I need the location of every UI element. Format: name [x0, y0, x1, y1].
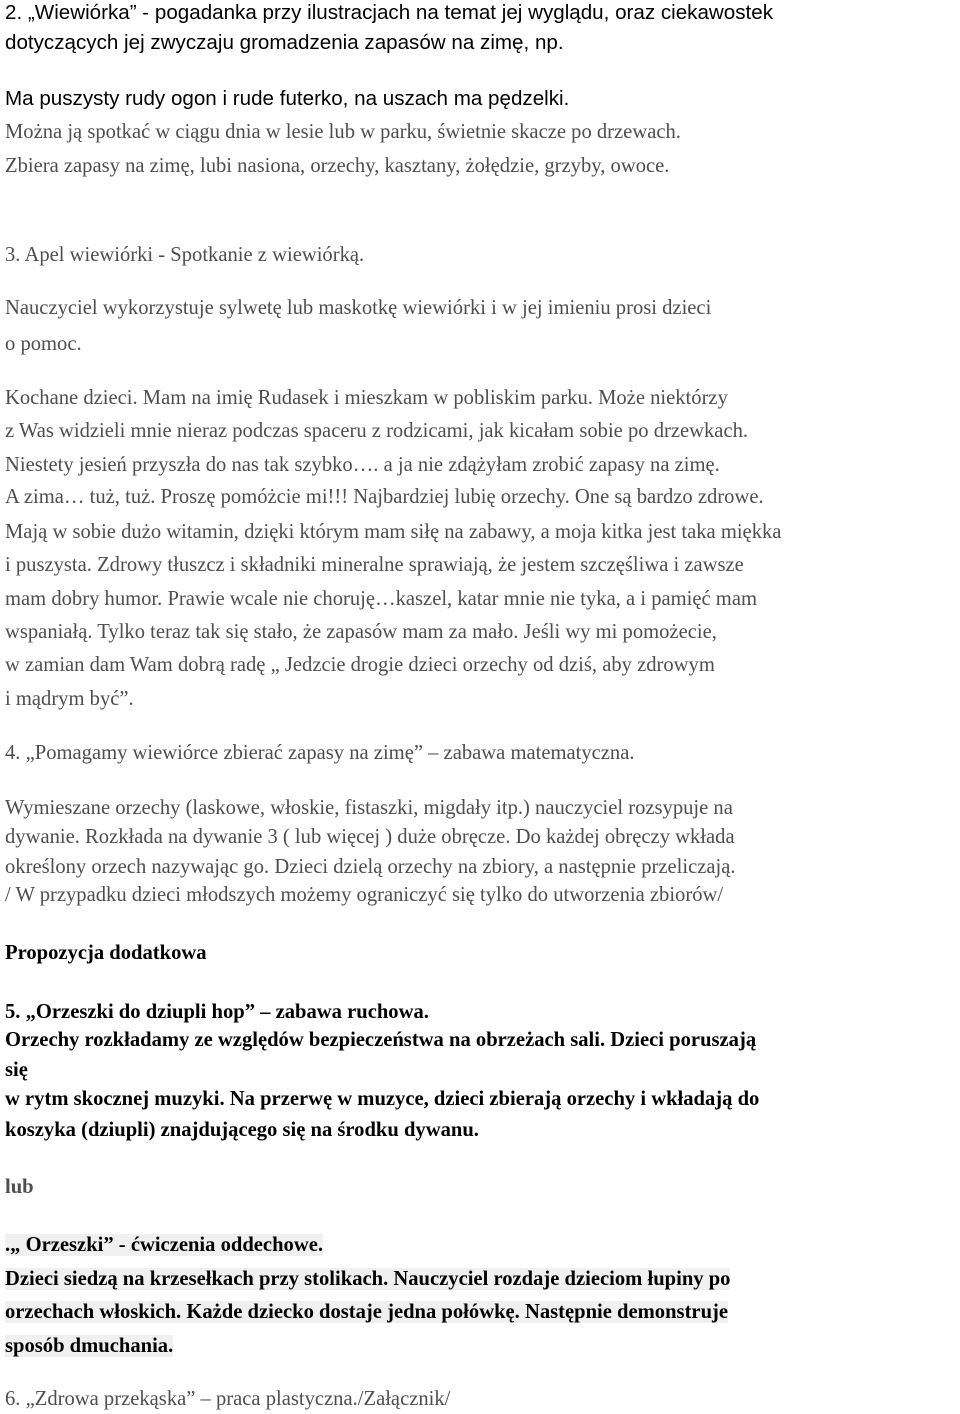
breathing-text: Dzieci siedzą na krzesełkach przy stolikach. Nauczyciel rozdaje dzieciom łupiny po: [5, 1268, 731, 1290]
letter-line: Mają w sobie dużo witamin, dzięki którym mam siłę na zabawy, a moja kitka jest taka miękka: [5, 521, 782, 543]
letter-line: z Was widzieli mnie nieraz podczas spaceru z rodzicami, jak kicałam sobie po drzewkach.: [5, 420, 749, 442]
section-4-text-line: Wymieszane orzechy (laskowe, włoskie, fistaszki, migdały itp.) nauczyciel rozsypuje na: [5, 797, 733, 819]
section-5-text-line: koszyka (dziupli) znajdującego się na środku dywanu.: [5, 1119, 479, 1141]
letter-line: wspaniałą. Tylko teraz tak się stało, że zapasów mam za mało. Jeśli wy mi pomożecie,: [5, 621, 717, 643]
letter-line: i puszysta. Zdrowy tłuszcz i składniki mineralne sprawiają, że jestem szczęśliwa i zawsze: [5, 554, 744, 576]
section-2-heading-line-1: 2. „Wiewiórka” - pogadanka przy ilustracjach na temat jej wyglądu, oraz ciekawostek: [5, 1, 774, 24]
section-2-text-line: Ma puszysty rudy ogon i rude futerko, na uszach ma pędzelki.: [5, 87, 570, 110]
section-5-text-line: się: [5, 1059, 28, 1081]
letter-line: mam dobry humor. Prawie wcale nie choruję…kaszel, katar mnie nie tyka, a i pamięć mam: [5, 588, 757, 610]
section-3-heading: 3. Apel wiewiórki - Spotkanie z wiewiórką.: [5, 244, 365, 266]
section-4-heading: 4. „Pomagamy wiewiórce zbierać zapasy na zimę” – zabawa matematyczna.: [5, 742, 635, 764]
section-5-heading: 5. „Orzeszki do dziupli hop” – zabawa ruchowa.: [5, 1001, 429, 1023]
section-6-heading: 6. „Zdrowa przekąska” – praca plastyczna./Załącznik/: [5, 1388, 451, 1410]
section-4-text-line: określony orzech nazywając go. Dzieci dzielą orzechy na zbiory, a następnie przeliczają.: [5, 856, 736, 878]
breathing-text-line: [5, 1299, 728, 1325]
breathing-text: sposób dmuchania.: [5, 1335, 174, 1357]
section-3-intro-line: Nauczyciel wykorzystuje sylwetę lub maskotkę wiewiórki i w jej imieniu prosi dzieci: [5, 297, 712, 319]
breathing-heading-text: .„ Orzeszki” - ćwiczenia oddechowe.: [5, 1234, 323, 1256]
letter-line: Kochane dzieci. Mam na imię Rudasek i mieszkam w pobliskim parku. Może niektórzy: [5, 387, 728, 409]
section-2-text-line: Można ją spotkać w ciągu dnia w lesie lub w parku, świetnie skacze po drzewach.: [5, 121, 681, 143]
breathing-heading: [5, 1232, 323, 1258]
section-2-text-line: Zbiera zapasy na zimę, lubi nasiona, orzechy, kasztany, żołędzie, grzyby, owoce.: [5, 155, 670, 177]
section-2-heading-line-2: dotyczących jej zwyczaju gromadzenia zapasów na zimę, np.: [5, 31, 564, 54]
section-5-text-line: Orzechy rozkładamy ze względów bezpieczeństwa na obrzeżach sali. Dzieci poruszają: [5, 1029, 757, 1051]
letter-line: Niestety jesień przyszła do nas tak szybko…. a ja nie zdążyłam zrobić zapasy na zimę.: [5, 454, 720, 476]
breathing-text-line: [5, 1266, 730, 1292]
section-4-text-line: dywanie. Rozkłada na dywanie 3 ( lub więcej ) duże obręcze. Do każdej obręczy wkłada: [5, 826, 735, 848]
letter-line: w zamian dam Wam dobrą radę „ Jedzcie drogie dzieci orzechy od dziś, aby zdrowym: [5, 654, 715, 676]
section-3-intro-line: o pomoc.: [5, 333, 82, 355]
letter-line: i mądrym być”.: [5, 688, 134, 710]
section-5-text-line: w rytm skocznej muzyki. Na przerwę w muzyce, dzieci zbierają orzechy i wkładają do: [5, 1088, 760, 1110]
breathing-text: orzechach włoskich. Każde dziecko dostaje jedna połówkę. Następnie demonstruje: [5, 1301, 729, 1323]
extra-proposal-heading: Propozycja dodatkowa: [5, 942, 207, 964]
letter-line: A zima… tuż, tuż. Proszę pomóżcie mi!!! Najbardziej lubię orzechy. One są bardzo zdrowe.: [5, 486, 764, 508]
breathing-text-line: [5, 1333, 173, 1359]
section-4-text-line: / W przypadku dzieci młodszych możemy ograniczyć się tylko do utworzenia zbiorów/: [5, 884, 724, 906]
or-separator: lub: [5, 1176, 34, 1198]
